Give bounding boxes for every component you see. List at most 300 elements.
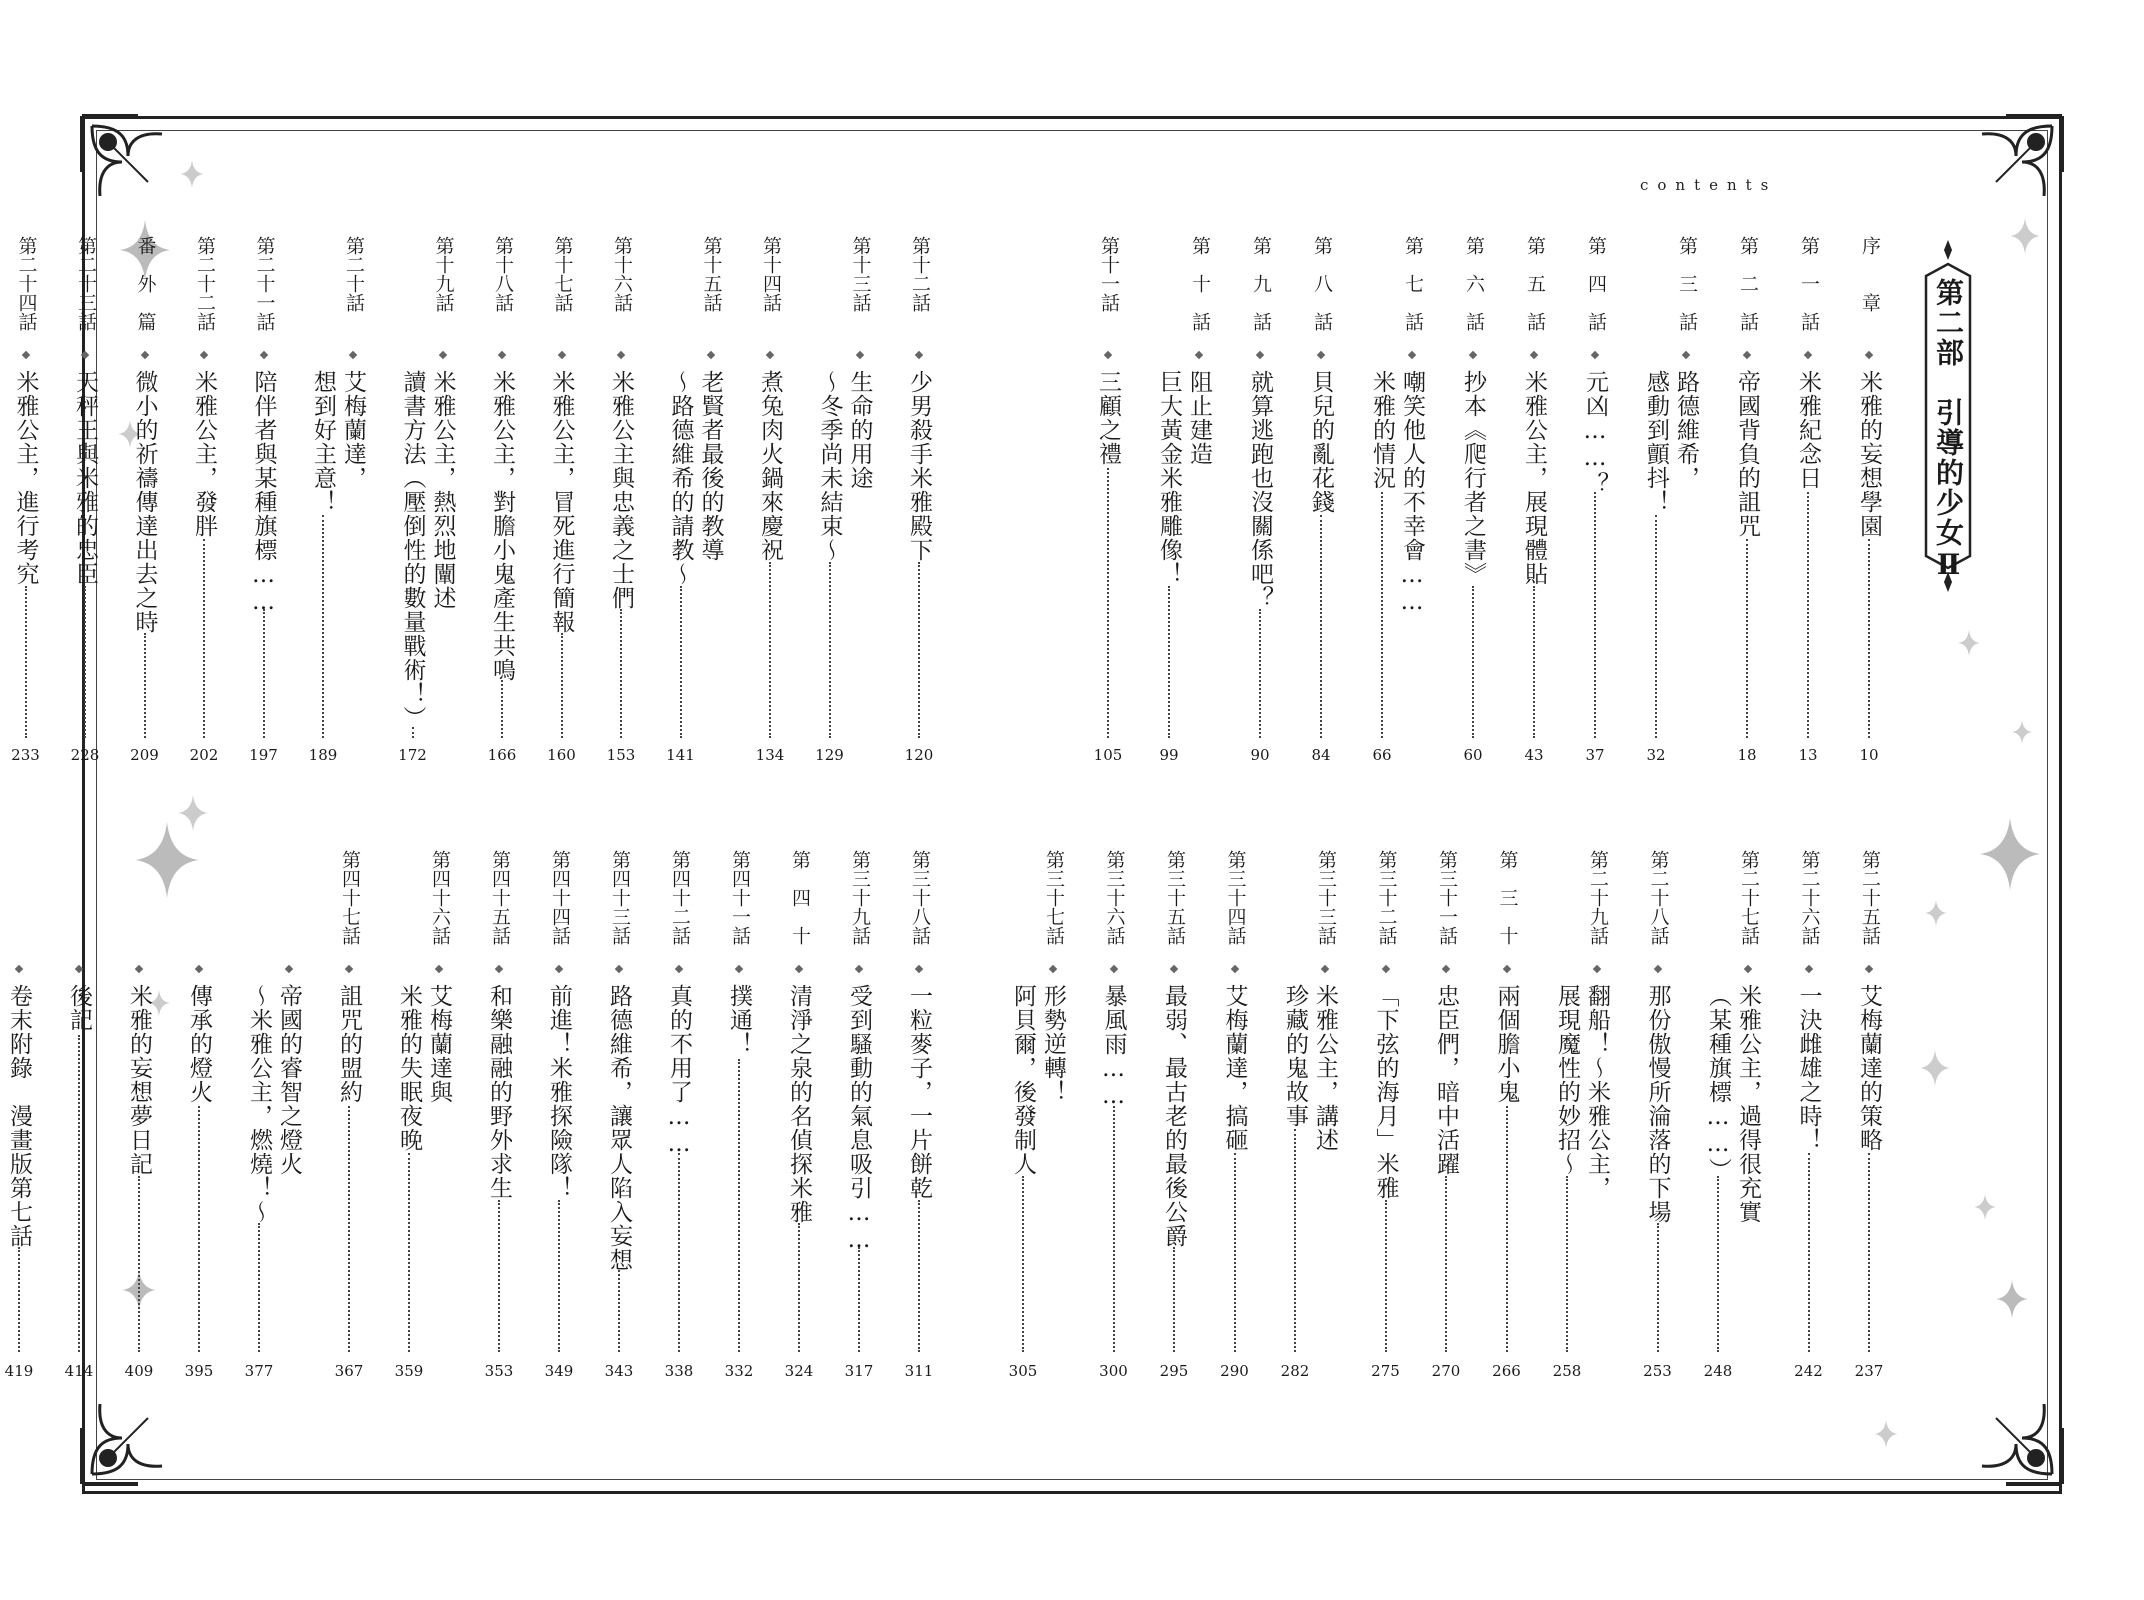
chapter-number: 第十三話	[849, 236, 872, 312]
dot-leader	[618, 1270, 620, 1352]
bullet-diamond-icon	[615, 965, 623, 973]
sparkle-icon	[2012, 720, 2032, 744]
page-number: 37	[1585, 746, 1605, 764]
chapter-number: 第二十八話	[1647, 850, 1670, 945]
entry-title: 陪伴者與某種旗標……	[250, 370, 277, 616]
page-number: 129	[815, 746, 844, 764]
bullet-diamond-icon	[1530, 351, 1538, 359]
chapter-number: 第十四話	[760, 236, 782, 312]
entry-title: 艾梅蘭達，搞砸	[1221, 984, 1248, 1152]
page-number: 353	[484, 1362, 514, 1380]
bullet-diamond-icon	[1256, 351, 1264, 359]
page-number: 253	[1643, 1362, 1672, 1380]
chapter-number: 第三十一話	[1436, 850, 1458, 945]
toc-entry[interactable]	[1245, 236, 1275, 770]
toc-entry[interactable]	[1099, 850, 1129, 1386]
page-number: 209	[130, 746, 159, 764]
dot-leader	[198, 1106, 200, 1353]
dot-leader	[1594, 492, 1596, 739]
bullet-diamond-icon	[1744, 965, 1752, 973]
dot-leader	[1655, 515, 1657, 738]
bullet-diamond-icon	[200, 351, 208, 359]
entry-title: 詛咒的盟約	[336, 984, 362, 1104]
entry-title: 翻船！～米雅公主，	[1584, 984, 1610, 1200]
bullet-diamond-icon	[81, 351, 89, 359]
dot-leader	[918, 562, 920, 738]
bullet-diamond-icon	[1593, 965, 1601, 973]
page-number: 202	[189, 746, 219, 764]
dot-leader	[1472, 586, 1474, 739]
dot-leader	[501, 680, 503, 739]
toc-entry[interactable]	[666, 236, 726, 770]
entry-title: 讀書方法（壓倒性的數量戰術！）	[399, 370, 426, 730]
entry-title: 展現魔性的妙招～	[1554, 984, 1580, 1176]
entry-title: 艾梅蘭達與	[426, 984, 452, 1104]
sparkle-icon	[1958, 630, 1980, 656]
chapter-number: 第三十二話	[1375, 850, 1398, 945]
toc-entry[interactable]	[244, 850, 304, 1386]
toc-entry[interactable]	[398, 236, 458, 770]
entry-title: 「下弦的海月」米雅	[1372, 984, 1399, 1200]
dot-leader	[498, 1200, 500, 1353]
entry-title: 生命的用途	[846, 370, 873, 490]
bullet-diamond-icon	[349, 351, 357, 359]
page-number: 153	[606, 746, 636, 764]
toc-entry[interactable]	[544, 850, 574, 1386]
chapter-number: 第 四 話	[1585, 236, 1607, 331]
page-number: 367	[334, 1362, 364, 1380]
dot-leader	[1868, 539, 1870, 739]
dot-leader	[84, 586, 86, 739]
bullet-diamond-icon	[1321, 965, 1329, 973]
entry-title: 阻止建造	[1186, 370, 1212, 466]
entry-title: 想到好主意！	[310, 370, 336, 514]
entry-title: 米雅的失眠夜晚	[396, 984, 422, 1152]
dot-leader	[620, 609, 622, 738]
dot-leader	[408, 1153, 410, 1353]
part-title: 第二部 引導的少女Ⅱ	[1932, 278, 1965, 583]
chapter-number: 第十八話	[492, 236, 514, 312]
toc-entry[interactable]	[189, 236, 219, 770]
entry-title: 路德維希，	[1673, 370, 1699, 490]
bullet-diamond-icon	[1230, 965, 1238, 973]
chapter-number: 第 四 十	[789, 850, 811, 945]
chapter-number: 第 三 話	[1676, 236, 1698, 331]
toc-entry[interactable]	[64, 850, 94, 1386]
entry-title: 一決雌雄之時！	[1795, 984, 1822, 1152]
entry-title: 米雅公主，對膽小鬼產生共鳴	[489, 370, 515, 682]
bullet-diamond-icon	[1195, 351, 1203, 359]
bullet-diamond-icon	[706, 351, 714, 359]
dot-leader	[1259, 609, 1261, 738]
bullet-diamond-icon	[1865, 351, 1873, 359]
toc-entry[interactable]	[184, 850, 214, 1386]
dot-leader	[1173, 1247, 1175, 1353]
sparkle-icon	[1996, 1280, 2028, 1318]
bullet-diamond-icon	[1442, 965, 1450, 973]
toc-entry[interactable]	[1793, 236, 1823, 770]
bullet-diamond-icon	[915, 351, 923, 359]
bullet-diamond-icon	[285, 965, 293, 973]
page-number: 189	[308, 746, 338, 764]
dot-leader	[1868, 1153, 1870, 1353]
bullet-diamond-icon	[1469, 351, 1477, 359]
toc-entry[interactable]	[1093, 236, 1123, 770]
toc-entry[interactable]	[604, 850, 634, 1386]
entry-title: 米雅公主，發胖	[191, 370, 217, 538]
entry-title: （某種旗標……）	[1705, 984, 1731, 1182]
page-number: 295	[1159, 1362, 1189, 1380]
toc-entry[interactable]	[904, 850, 934, 1386]
dot-leader	[1566, 1176, 1568, 1352]
dot-leader	[1381, 492, 1383, 739]
bullet-diamond-icon	[735, 965, 743, 973]
entry-title: 忠臣們，暗中活躍	[1433, 984, 1459, 1176]
sparkle-icon	[1920, 1050, 1950, 1086]
chapter-number: 第十六話	[611, 236, 633, 312]
page-number: 414	[64, 1362, 94, 1380]
dot-leader	[561, 633, 563, 739]
toc-entry[interactable]	[1159, 850, 1189, 1386]
chapter-number: 第三十六話	[1103, 850, 1126, 945]
chapter-number: 第二十一話	[253, 236, 276, 331]
toc-entry[interactable]	[1220, 850, 1250, 1386]
page-number: 13	[1798, 746, 1818, 764]
bullet-diamond-icon	[1804, 965, 1812, 973]
toc-entry[interactable]	[755, 236, 785, 770]
chapter-number: 第三十三話	[1315, 850, 1337, 945]
toc-entry[interactable]	[547, 236, 577, 770]
chapter-number: 第三十八話	[909, 850, 931, 945]
chapter-number: 第 十 話	[1189, 236, 1211, 331]
chapter-number: 第 二 話	[1737, 236, 1759, 331]
bullet-diamond-icon	[345, 965, 353, 973]
toc-entry[interactable]	[1519, 236, 1549, 770]
bullet-diamond-icon	[195, 965, 203, 973]
entry-title: 帝國的睿智之燈火	[276, 984, 302, 1176]
toc-entry[interactable]	[70, 236, 100, 770]
dot-leader	[1533, 586, 1535, 739]
toc-entry[interactable]	[1641, 236, 1701, 770]
entry-title: 感動到顫抖！	[1643, 370, 1669, 514]
entry-title: 那份傲慢所淪落的下場	[1644, 984, 1671, 1224]
entry-title: 清淨之泉的名偵探米雅	[786, 984, 812, 1224]
bullet-diamond-icon	[498, 351, 506, 359]
chapter-number: 第四十七話	[339, 850, 361, 945]
toc-entry[interactable]	[1580, 236, 1610, 770]
page-number: 141	[666, 746, 695, 764]
chapter-number: 第十九話	[432, 236, 455, 312]
entry-title: 和樂融融的野外求生	[486, 984, 512, 1200]
dot-leader	[1445, 1176, 1447, 1352]
toc-entry[interactable]	[1732, 236, 1762, 770]
dot-leader	[263, 609, 265, 738]
bullet-diamond-icon	[1591, 351, 1599, 359]
toc-entry[interactable]	[1008, 850, 1068, 1386]
bullet-diamond-icon	[915, 965, 923, 973]
bullet-diamond-icon	[21, 351, 29, 359]
dot-leader	[680, 586, 682, 739]
page-number: 84	[1311, 746, 1331, 764]
toc-entry[interactable]	[724, 850, 754, 1386]
chapter-number: 第十七話	[551, 236, 574, 312]
toc-entry[interactable]	[11, 236, 41, 770]
corner-ornament-icon	[1956, 112, 2066, 222]
bullet-diamond-icon	[557, 351, 565, 359]
dot-leader	[258, 1223, 260, 1352]
bullet-diamond-icon	[259, 351, 267, 359]
page-number: 233	[11, 746, 40, 764]
corner-ornament-icon	[78, 112, 188, 222]
page-number: 105	[1093, 746, 1123, 764]
toc-entry[interactable]	[484, 850, 514, 1386]
page-number: 343	[604, 1362, 634, 1380]
dot-leader	[25, 586, 27, 739]
page-number: 395	[184, 1362, 214, 1380]
contents-label: contents	[1640, 176, 1778, 194]
page-number: 349	[544, 1362, 574, 1380]
toc-entry[interactable]	[249, 236, 279, 770]
toc-entry[interactable]	[124, 850, 154, 1386]
dot-leader	[203, 539, 205, 739]
bullet-diamond-icon	[1381, 965, 1389, 973]
chapter-number: 第二十話	[343, 236, 365, 312]
page-number: 409	[124, 1362, 154, 1380]
bullet-diamond-icon	[75, 965, 83, 973]
sparkle-icon	[178, 795, 208, 831]
bullet-diamond-icon	[1317, 351, 1325, 359]
toc-entry[interactable]	[664, 850, 694, 1386]
entry-title: 巨大黃金米雅雕像！	[1156, 370, 1182, 586]
chapter-number: 第二十六話	[1798, 850, 1821, 945]
entry-title: 卷末附錄 漫畫版第七話	[6, 984, 32, 1248]
dot-leader	[1107, 468, 1109, 738]
toc-entry[interactable]	[1643, 850, 1673, 1386]
entry-title: 受到騷動的氣息吸引……	[846, 984, 872, 1254]
toc-entry[interactable]	[606, 236, 636, 770]
dot-leader	[678, 1153, 680, 1353]
page-number: 377	[244, 1362, 274, 1380]
entry-title: 少男殺手米雅殿下	[906, 370, 932, 562]
entry-title: 艾梅蘭達，	[340, 370, 366, 490]
chapter-number: 番 外 篇	[134, 236, 157, 331]
entry-title: 米雅公主，熱烈地闡述	[429, 370, 456, 610]
toc-entry[interactable]	[487, 236, 517, 770]
entry-title: ～米雅公主，燃燒！～	[246, 984, 272, 1224]
bullet-diamond-icon	[435, 965, 443, 973]
dot-leader	[738, 1059, 740, 1353]
page-number: 305	[1008, 1362, 1038, 1380]
dot-leader	[412, 727, 414, 739]
dot-leader	[918, 1200, 920, 1353]
toc-entry[interactable]	[1854, 850, 1884, 1386]
dot-leader	[348, 1106, 350, 1353]
entry-title: 嘲笑他人的不幸會……	[1399, 370, 1425, 616]
sparkle-icon	[1874, 1420, 1898, 1448]
part-title-banner	[1918, 236, 1978, 596]
entry-title: 暴風雨……	[1100, 984, 1127, 1110]
page-number: 317	[844, 1362, 874, 1380]
toc-entry[interactable]	[815, 236, 875, 770]
entry-title: 米雅的妄想學園	[1856, 370, 1882, 538]
page-number: 419	[4, 1362, 34, 1380]
chapter-number: 第 三 十	[1496, 850, 1519, 945]
entry-title: ～冬季尚未結束～	[816, 370, 843, 562]
entry-title: 老賢者最後的教導	[697, 370, 724, 562]
bullet-diamond-icon	[1653, 965, 1661, 973]
bullet-diamond-icon	[1109, 965, 1117, 973]
toc-entry[interactable]	[1280, 850, 1340, 1386]
dot-leader	[1234, 1153, 1236, 1353]
toc-entry[interactable]	[1458, 236, 1488, 770]
chapter-number: 第四十五話	[489, 850, 511, 945]
dot-leader	[1320, 515, 1322, 738]
entry-title: 帝國背負的詛咒	[1734, 370, 1760, 538]
toc-entry[interactable]	[1794, 850, 1824, 1386]
bullet-diamond-icon	[855, 965, 863, 973]
page-number: 237	[1854, 1362, 1884, 1380]
bullet-diamond-icon	[1170, 965, 1178, 973]
toc-entry[interactable]	[308, 236, 368, 770]
toc-entry[interactable]	[334, 850, 364, 1386]
entry-title: 天秤王與米雅的忠臣	[72, 370, 98, 586]
entry-title: 前進！米雅探險隊！	[546, 984, 572, 1200]
entry-title: 路德維希，讓眾人陷入妄想	[606, 984, 632, 1272]
dot-leader	[858, 1247, 860, 1353]
entry-title: 形勢逆轉！	[1040, 984, 1066, 1104]
toc-entry[interactable]	[1854, 236, 1884, 770]
chapter-number: 第三十五話	[1164, 850, 1186, 945]
chapter-number: 第 八 話	[1311, 236, 1333, 331]
bullet-diamond-icon	[135, 965, 143, 973]
dot-leader	[1717, 1176, 1719, 1352]
page-number: 266	[1492, 1362, 1521, 1380]
page-number: 10	[1859, 746, 1879, 764]
chapter-number: 第 一 話	[1798, 236, 1820, 331]
bullet-diamond-icon	[675, 965, 683, 973]
dot-leader	[1294, 1129, 1296, 1352]
dot-leader	[78, 1035, 80, 1352]
toc-entry[interactable]	[1154, 236, 1214, 770]
page-number: 134	[755, 746, 785, 764]
entry-title: 就算逃跑也沒關係吧？	[1247, 370, 1273, 610]
chapter-number: 第二十五話	[1859, 850, 1881, 945]
dot-leader	[769, 562, 771, 738]
chapter-number: 第 九 話	[1250, 236, 1272, 331]
entry-title: 米雅的情況	[1369, 370, 1395, 490]
chapter-number: 第 七 話	[1402, 236, 1424, 331]
toc-entry[interactable]	[1492, 850, 1522, 1386]
toc-entry[interactable]	[1552, 850, 1612, 1386]
entry-title: 米雅公主，過得很充實	[1735, 984, 1761, 1224]
page-number: 120	[904, 746, 934, 764]
entry-title: ～路德維希的請教～	[667, 370, 694, 586]
entry-title: 最弱、最古老的最後公爵	[1161, 984, 1187, 1248]
dot-leader	[1168, 586, 1170, 739]
dot-leader	[1385, 1200, 1387, 1353]
page-number: 332	[724, 1362, 754, 1380]
bullet-diamond-icon	[1408, 351, 1416, 359]
dot-leader	[798, 1223, 800, 1352]
toc-entry[interactable]	[1371, 850, 1401, 1386]
chapter-number: 第二十九話	[1587, 850, 1609, 945]
chapter-number: 第 六 話	[1463, 236, 1485, 331]
entry-title: 米雅紀念日	[1795, 370, 1821, 490]
toc-entry[interactable]	[1306, 236, 1336, 770]
dot-leader	[18, 1247, 20, 1353]
toc-entry[interactable]	[784, 850, 814, 1386]
dot-leader	[1807, 492, 1809, 739]
entry-title: 米雅公主，展現體貼	[1521, 370, 1547, 586]
dot-leader	[138, 1176, 140, 1352]
chapter-number: 第四十一話	[729, 850, 751, 945]
page-number: 228	[70, 746, 100, 764]
chapter-number: 第 五 話	[1524, 236, 1546, 331]
entry-title: 米雅公主，講述	[1312, 984, 1338, 1152]
bullet-diamond-icon	[1049, 965, 1057, 973]
page-number: 99	[1159, 746, 1179, 764]
bullet-diamond-icon	[555, 965, 563, 973]
bullet-diamond-icon	[795, 965, 803, 973]
entry-title: 米雅的妄想夢日記	[126, 984, 152, 1176]
toc-entry[interactable]	[844, 850, 874, 1386]
page-number: 324	[784, 1362, 814, 1380]
bullet-diamond-icon	[617, 351, 625, 359]
toc-entry[interactable]	[4, 850, 34, 1386]
page-number: 258	[1552, 1362, 1582, 1380]
toc-entry[interactable]	[1367, 236, 1427, 770]
sparkle-icon	[1974, 1194, 1996, 1220]
page-number: 18	[1737, 746, 1757, 764]
corner-ornament-icon	[78, 1378, 188, 1488]
toc-entry[interactable]	[394, 850, 454, 1386]
sparkle-icon	[2010, 218, 2040, 254]
page-number: 282	[1280, 1362, 1310, 1380]
bullet-diamond-icon	[1804, 351, 1812, 359]
toc-entry[interactable]	[904, 236, 934, 770]
chapter-number: 第十一話	[1098, 236, 1120, 312]
page-number: 300	[1099, 1362, 1128, 1380]
page-number: 248	[1703, 1362, 1733, 1380]
page-number: 43	[1524, 746, 1544, 764]
sparkle-icon	[1925, 900, 1947, 926]
toc-entry[interactable]	[130, 236, 160, 770]
page-number: 275	[1371, 1362, 1400, 1380]
entry-title: 一粒麥子，一片餅乾	[906, 984, 932, 1200]
entry-title: 微小的祈禱傳達出去之時	[131, 370, 158, 634]
page-number: 90	[1250, 746, 1270, 764]
dot-leader	[1113, 1106, 1115, 1353]
entry-title: 艾梅蘭達的策略	[1856, 984, 1882, 1152]
page-number: 172	[398, 746, 427, 764]
dot-leader	[1746, 539, 1748, 739]
chapter-number: 第十二話	[909, 236, 931, 312]
page-number: 60	[1463, 746, 1483, 764]
page-number: 160	[547, 746, 576, 764]
toc-entry[interactable]	[1431, 850, 1461, 1386]
dot-leader	[1506, 1106, 1508, 1353]
toc-entry[interactable]	[1703, 850, 1763, 1386]
chapter-number: 第二十七話	[1738, 850, 1760, 945]
entry-title: 煮兔肉火鍋來慶祝	[757, 370, 783, 562]
dot-leader	[1022, 1176, 1024, 1352]
corner-ornament-icon	[1956, 1378, 2066, 1488]
chapter-number: 第四十四話	[549, 850, 571, 945]
bullet-diamond-icon	[140, 351, 148, 359]
page-number: 166	[487, 746, 517, 764]
chapter-number: 第三十四話	[1224, 850, 1247, 945]
entry-title: 傳承的燈火	[186, 984, 212, 1104]
